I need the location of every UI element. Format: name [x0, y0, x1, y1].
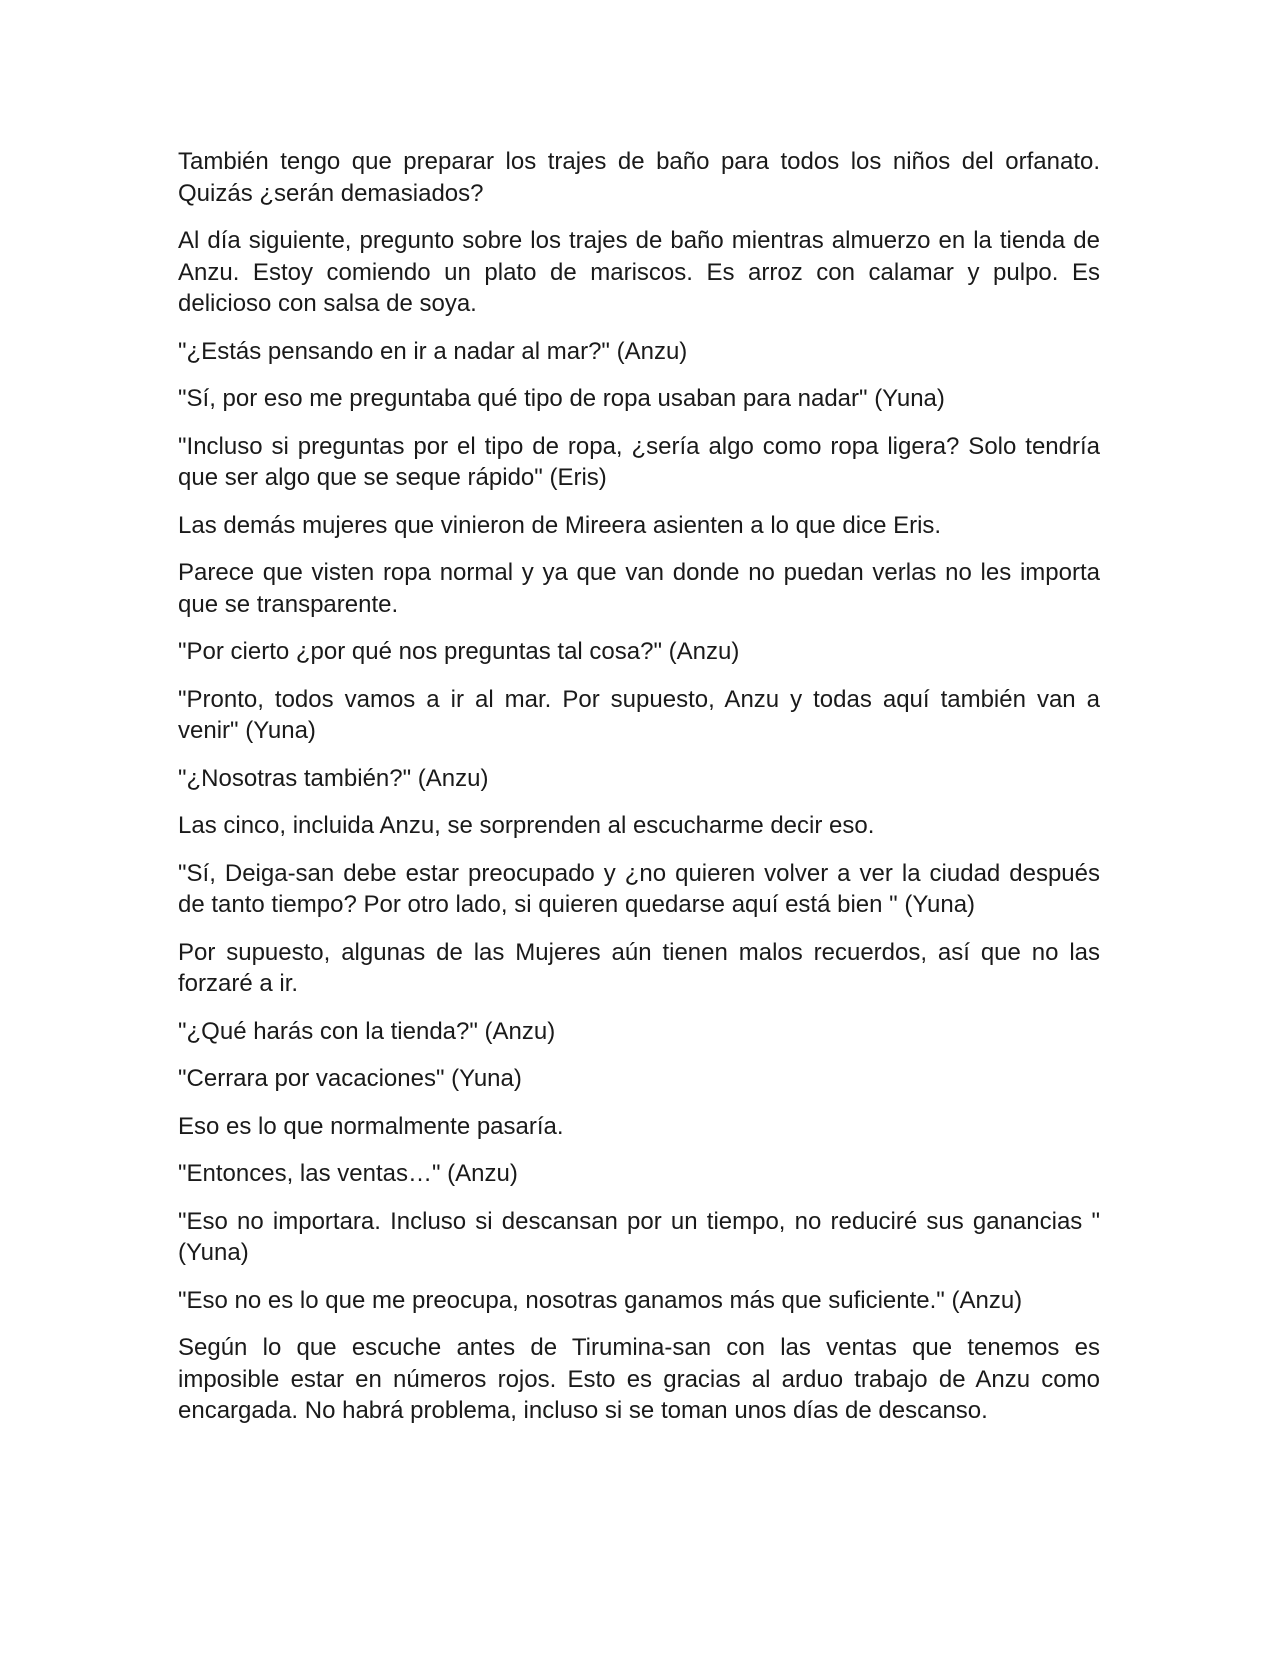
paragraph: "Eso no importara. Incluso si descansan por un tiempo, no reduciré sus ganancias " (Yuna)	[178, 1207, 1100, 1266]
paragraph: "Cerrara por vacaciones" (Yuna)	[178, 1065, 522, 1092]
paragraph: "Sí, por eso me preguntaba qué tipo de ropa usaban para nadar" (Yuna)	[178, 385, 945, 412]
paragraph: "¿Qué harás con la tienda?" (Anzu)	[178, 1017, 556, 1045]
paragraph: "¿Nosotras también?" (Anzu)	[178, 764, 489, 792]
paragraph: "Pronto, todos vamos a ir al mar. Por supuesto, Anzu y todas aquí también van a venir" (Yuna)	[178, 685, 1100, 744]
paragraph: "Sí, Deiga-san debe estar preocupado y ¿no quieren volver a ver la ciudad después de tanto tiempo? Por otro lado, si quieren quedarse aquí está bien " (Yuna)	[178, 859, 1100, 918]
paragraph: "Eso no es lo que me preocupa, nosotras ganamos más que suficiente." (Anzu)	[178, 1286, 1023, 1314]
paragraph: Según lo que escuche antes de Tirumina-san con las ventas que tenemos es imposible estar en números rojos. Esto es gracias al arduo trabajo de Anzu como encargada. No habrá problema, incluso si se toman unos días de descanso.	[178, 1334, 1100, 1424]
paragraph: Al día siguiente, pregunto sobre los trajes de baño mientras almuerzo en la tienda de Anzu. Estoy comiendo un plato de mariscos. Es arroz con calamar y pulpo. Es delicioso con salsa de soya.	[178, 227, 1100, 317]
paragraph: "Por cierto ¿por qué nos preguntas tal cosa?" (Anzu)	[178, 638, 740, 665]
paragraph: Las cinco, incluida Anzu, se sorprenden al escucharme decir eso.	[178, 812, 875, 839]
paragraph: "Entonces, las ventas…" (Anzu)	[178, 1160, 518, 1187]
paragraph: "¿Estás pensando en ir a nadar al mar?" (Anzu)	[178, 337, 688, 365]
paragraph: "Incluso si preguntas por el tipo de ropa, ¿sería algo como ropa ligera? Solo tendría que ser algo que se seque rápido" (Eris)	[178, 432, 1100, 491]
paragraph: Parece que visten ropa normal y ya que van donde no puedan verlas no les importa que se transparente.	[178, 559, 1100, 618]
paragraph: Por supuesto, algunas de las Mujeres aún tienen malos recuerdos, así que no las forzaré a ir.	[178, 938, 1100, 997]
paragraph: También tengo que preparar los trajes de baño para todos los niños del orfanato. Quizás ¿serán demasiados?	[178, 148, 1100, 207]
paragraph: Las demás mujeres que vinieron de Mireera asienten a lo que dice Eris.	[178, 511, 942, 539]
document-page	[178, 146, 1100, 1443]
paragraph: Eso es lo que normalmente pasaría.	[178, 1112, 564, 1140]
